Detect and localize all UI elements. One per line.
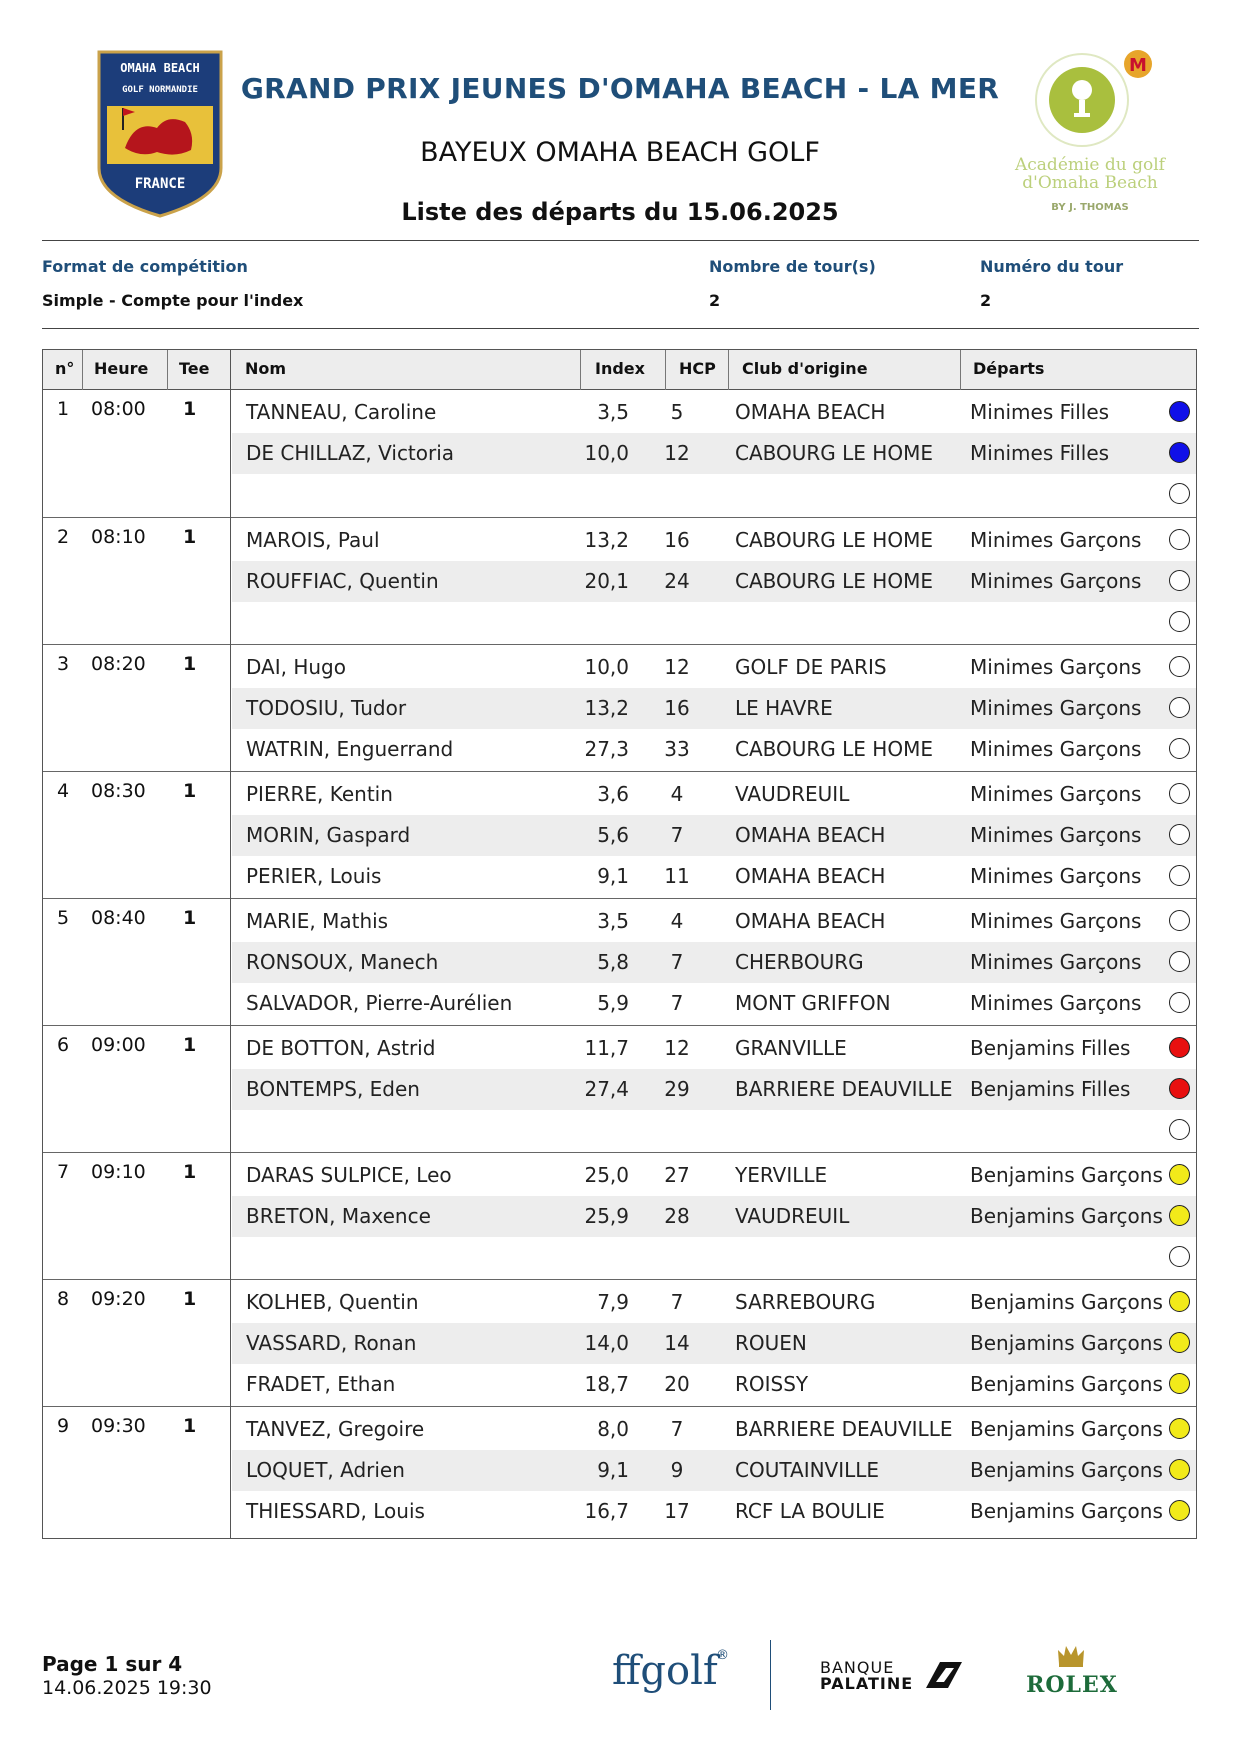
banque-palatine-logo: BANQUE PALATINE [820, 1658, 914, 1693]
player-name: FRADET, Ethan [246, 1372, 396, 1396]
category-color-marker [1169, 570, 1190, 591]
rolex-crown-icon [1056, 1644, 1086, 1668]
tee-time: 08:10 [91, 526, 146, 548]
player-index: 9,1 [597, 1458, 629, 1482]
player-name: PERIER, Louis [246, 864, 382, 888]
player-hcp: 12 [664, 655, 690, 679]
player-club: ROISSY [735, 1372, 809, 1396]
category-color-marker [1169, 1164, 1190, 1185]
player-index: 10,0 [584, 655, 629, 679]
header-name: Nom [245, 359, 287, 378]
player-category: Minimes Garçons [970, 737, 1142, 761]
round-number-label: Numéro du tour [980, 257, 1124, 276]
player-row [232, 774, 1196, 815]
player-index: 8,0 [597, 1417, 629, 1441]
player-index [549, 1110, 629, 1151]
category-color-marker [1169, 1078, 1190, 1099]
academie-logo-subtext: BY J. THOMAS [1051, 202, 1129, 213]
player-hcp: 9 [670, 1458, 684, 1482]
player-row [232, 1069, 1196, 1110]
player-index: 11,7 [584, 1036, 629, 1060]
player-category: Benjamins Garçons [970, 1458, 1163, 1482]
player-name: LOQUET, Adrien [246, 1458, 405, 1482]
player-club: CABOURG LE HOME [735, 441, 933, 465]
player-row [232, 815, 1196, 856]
player-row [232, 1364, 1196, 1405]
rounds-value: 2 [709, 291, 721, 310]
player-club: LE HAVRE [735, 696, 833, 720]
meta-divider [42, 328, 1199, 329]
table-header [43, 350, 1196, 390]
player-index: 13,2 [584, 696, 629, 720]
tee-group [43, 1152, 1196, 1279]
player-club: SARREBOURG [735, 1290, 876, 1314]
player-index: 27,3 [584, 737, 629, 761]
format-value: Simple - Compte pour l'index [42, 291, 304, 310]
start-list-table [42, 349, 1197, 1539]
player-club: BARRIERE DEAUVILLE [735, 1077, 953, 1101]
header-hcp: HCP [679, 359, 716, 378]
svg-text:OMAHA BEACH: OMAHA BEACH [120, 61, 200, 75]
player-club: OMAHA BEACH [735, 864, 886, 888]
player-row [232, 901, 1196, 942]
player-name: SALVADOR, Pierre-Aurélien [246, 991, 513, 1015]
club-name: BAYEUX OMAHA BEACH GOLF [420, 137, 820, 168]
player-index: 13,2 [584, 528, 629, 552]
player-hcp: 4 [670, 909, 684, 933]
player-hcp: 7 [670, 991, 684, 1015]
player-index: 3,5 [597, 909, 629, 933]
player-category: Benjamins Garçons [970, 1499, 1163, 1523]
player-club: GOLF DE PARIS [735, 655, 887, 679]
category-color-marker [1169, 1418, 1190, 1439]
tee-number: 1 [183, 1161, 197, 1183]
player-index: 3,5 [597, 400, 629, 424]
player-category: Minimes Garçons [970, 569, 1142, 593]
category-color-marker [1169, 1459, 1190, 1480]
player-club: VAUDREUIL [735, 1204, 850, 1228]
player-name: WATRIN, Enguerrand [246, 737, 454, 761]
player-hcp [647, 1237, 707, 1278]
category-color-marker [1169, 1291, 1190, 1312]
player-club: COUTAINVILLE [735, 1458, 880, 1482]
tee-number: 1 [183, 1288, 197, 1310]
group-number: 2 [57, 526, 70, 548]
palatine-mark-icon [922, 1660, 964, 1690]
player-hcp: 28 [664, 1204, 690, 1228]
player-category: Minimes Garçons [970, 528, 1142, 552]
tee-time: 09:10 [91, 1161, 146, 1183]
ffgolf-logo: ffgolf [612, 1648, 718, 1694]
player-name: MAROIS, Paul [246, 528, 380, 552]
player-index: 27,4 [584, 1077, 629, 1101]
tee-group [43, 644, 1196, 771]
player-club: VAUDREUIL [735, 782, 850, 806]
player-row [232, 1110, 1196, 1151]
player-row [232, 1196, 1196, 1237]
player-category: Benjamins Garçons [970, 1163, 1163, 1187]
tee-time: 08:40 [91, 907, 146, 929]
header-divider [42, 240, 1199, 241]
category-color-marker [1169, 1500, 1190, 1521]
player-club: ROUEN [735, 1331, 807, 1355]
player-hcp [647, 1110, 707, 1151]
player-row [232, 1282, 1196, 1323]
rolex-logo: ROLEX [1026, 1672, 1118, 1698]
player-row [232, 392, 1196, 433]
group-number: 9 [57, 1415, 70, 1437]
svg-text:GOLF NORMANDIE: GOLF NORMANDIE [122, 85, 198, 95]
player-hcp: 7 [670, 823, 684, 847]
player-row [232, 561, 1196, 602]
player-category: Minimes Garçons [970, 696, 1142, 720]
player-name: RONSOUX, Manech [246, 950, 439, 974]
player-category: Minimes Garçons [970, 991, 1142, 1015]
registered-mark-icon: ® [716, 1648, 729, 1663]
player-row [232, 433, 1196, 474]
category-color-marker [1169, 656, 1190, 677]
player-hcp: 7 [670, 1417, 684, 1441]
group-number: 5 [57, 907, 70, 929]
player-name: TANNEAU, Caroline [246, 400, 437, 424]
header-number: n° [55, 359, 75, 378]
player-category: Minimes Garçons [970, 864, 1142, 888]
player-category: Minimes Garçons [970, 655, 1142, 679]
tee-number: 1 [183, 780, 197, 802]
category-color-marker [1169, 697, 1190, 718]
player-club: OMAHA BEACH [735, 400, 886, 424]
player-index: 20,1 [584, 569, 629, 593]
player-category: Benjamins Garçons [970, 1331, 1163, 1355]
player-name: THIESSARD, Louis [246, 1499, 425, 1523]
player-club: CABOURG LE HOME [735, 737, 933, 761]
tee-number: 1 [183, 653, 197, 675]
footer-divider [770, 1640, 771, 1710]
player-hcp: 29 [664, 1077, 690, 1101]
tee-time: 08:00 [91, 398, 146, 420]
category-color-marker [1169, 1205, 1190, 1226]
category-color-marker [1169, 865, 1190, 886]
player-hcp: 16 [664, 528, 690, 552]
player-category: Minimes Garçons [970, 782, 1142, 806]
svg-text:FRANCE: FRANCE [134, 176, 186, 192]
player-club: BARRIERE DEAUVILLE [735, 1417, 953, 1441]
group-number: 4 [57, 780, 70, 802]
group-number: 3 [57, 653, 70, 675]
player-club: CABOURG LE HOME [735, 569, 933, 593]
group-number: 8 [57, 1288, 70, 1310]
category-color-marker [1169, 483, 1190, 504]
academie-logo-text: Académie du golf d'Omaha Beach [1015, 155, 1165, 193]
player-club: YERVILLE [735, 1163, 828, 1187]
tee-time: 09:20 [91, 1288, 146, 1310]
start-list-title: Liste des départs du 15.06.2025 [401, 198, 839, 226]
tee-number: 1 [183, 1415, 197, 1437]
category-color-marker [1169, 529, 1190, 550]
player-row [232, 520, 1196, 561]
player-category: Minimes Garçons [970, 950, 1142, 974]
player-hcp: 12 [664, 1036, 690, 1060]
player-name: ROUFFIAC, Quentin [246, 569, 439, 593]
player-club: RCF LA BOULIE [735, 1499, 885, 1523]
player-club: MONT GRIFFON [735, 991, 891, 1015]
category-color-marker [1169, 1373, 1190, 1394]
player-index: 5,6 [597, 823, 629, 847]
tee-time: 09:00 [91, 1034, 146, 1056]
player-index: 16,7 [584, 1499, 629, 1523]
player-name: TODOSIU, Tudor [246, 696, 407, 720]
format-label: Format de compétition [42, 257, 248, 276]
player-category: Benjamins Filles [970, 1077, 1131, 1101]
player-hcp [647, 474, 707, 515]
player-row [232, 1237, 1196, 1278]
tee-time: 08:30 [91, 780, 146, 802]
player-index: 5,9 [597, 991, 629, 1015]
tee-group [43, 898, 1196, 1025]
category-color-marker [1169, 951, 1190, 972]
player-name: VASSARD, Ronan [246, 1331, 417, 1355]
omaha-beach-golf-logo [95, 48, 225, 220]
player-index: 10,0 [584, 441, 629, 465]
player-club: CABOURG LE HOME [735, 528, 933, 552]
player-index: 25,9 [584, 1204, 629, 1228]
player-category: Benjamins Garçons [970, 1290, 1163, 1314]
player-hcp: 7 [670, 950, 684, 974]
player-row [232, 942, 1196, 983]
player-category: Minimes Filles [970, 441, 1110, 465]
player-row [232, 688, 1196, 729]
player-name: KOLHEB, Quentin [246, 1290, 419, 1314]
player-hcp: 14 [664, 1331, 690, 1355]
header-time: Heure [94, 359, 149, 378]
player-name: DARAS SULPICE, Leo [246, 1163, 452, 1187]
round-number-value: 2 [980, 291, 992, 310]
svg-text:M: M [1129, 55, 1147, 76]
group-number: 7 [57, 1161, 70, 1183]
player-name: DE BOTTON, Astrid [246, 1036, 436, 1060]
player-index [549, 1237, 629, 1278]
player-index: 5,8 [597, 950, 629, 974]
player-name: MARIE, Mathis [246, 909, 389, 933]
category-color-marker [1169, 1332, 1190, 1353]
player-row [232, 1323, 1196, 1364]
tee-time: 09:30 [91, 1415, 146, 1437]
header-club: Club d'origine [742, 359, 868, 378]
player-name: BRETON, Maxence [246, 1204, 431, 1228]
category-color-marker [1169, 824, 1190, 845]
player-name: PIERRE, Kentin [246, 782, 393, 806]
player-name: DAI, Hugo [246, 655, 346, 679]
player-hcp: 4 [670, 782, 684, 806]
tee-group [43, 517, 1196, 644]
player-index [549, 602, 629, 643]
player-club: GRANVILLE [735, 1036, 847, 1060]
player-category: Minimes Filles [970, 400, 1110, 424]
category-color-marker [1169, 738, 1190, 759]
player-category: Minimes Garçons [970, 823, 1142, 847]
player-hcp: 24 [664, 569, 690, 593]
player-row [232, 1491, 1196, 1532]
page-number: Page 1 sur 4 [42, 1652, 183, 1676]
player-index: 18,7 [584, 1372, 629, 1396]
player-row [232, 647, 1196, 688]
category-color-marker [1169, 442, 1190, 463]
group-number: 6 [57, 1034, 70, 1056]
tee-group [43, 1406, 1196, 1533]
event-title: GRAND PRIX JEUNES D'OMAHA BEACH - LA MER [240, 72, 1000, 105]
player-category: Benjamins Filles [970, 1036, 1131, 1060]
category-color-marker [1169, 1119, 1190, 1140]
player-name: TANVEZ, Gregoire [246, 1417, 425, 1441]
category-color-marker [1169, 910, 1190, 931]
player-hcp: 12 [664, 441, 690, 465]
player-hcp: 5 [670, 400, 684, 424]
player-index: 9,1 [597, 864, 629, 888]
group-number: 1 [57, 398, 70, 420]
tee-group [43, 390, 1196, 517]
player-row [232, 983, 1196, 1024]
player-hcp: 20 [664, 1372, 690, 1396]
category-color-marker [1169, 992, 1190, 1013]
category-color-marker [1169, 783, 1190, 804]
tee-number: 1 [183, 1034, 197, 1056]
player-hcp: 33 [664, 737, 690, 761]
tee-group [43, 1279, 1196, 1406]
header-index: Index [595, 359, 645, 378]
player-hcp: 16 [664, 696, 690, 720]
tee-group [43, 1025, 1196, 1152]
player-category: Benjamins Garçons [970, 1204, 1163, 1228]
column-divider [230, 350, 231, 1538]
category-color-marker [1169, 401, 1190, 422]
player-row [232, 1028, 1196, 1069]
player-index: 14,0 [584, 1331, 629, 1355]
player-club: OMAHA BEACH [735, 909, 886, 933]
player-index [549, 474, 629, 515]
player-name: DE CHILLAZ, Victoria [246, 441, 455, 465]
tee-number: 1 [183, 398, 197, 420]
rounds-label: Nombre de tour(s) [709, 257, 876, 276]
header-departures: Départs [973, 359, 1045, 378]
player-row [232, 602, 1196, 643]
category-color-marker [1169, 611, 1190, 632]
player-name: MORIN, Gaspard [246, 823, 411, 847]
header-tee: Tee [179, 359, 210, 378]
player-hcp: 11 [664, 864, 690, 888]
player-row [232, 1155, 1196, 1196]
player-index: 25,0 [584, 1163, 629, 1187]
tee-time: 08:20 [91, 653, 146, 675]
player-row [232, 729, 1196, 770]
player-index: 7,9 [597, 1290, 629, 1314]
player-category: Benjamins Garçons [970, 1417, 1163, 1441]
player-hcp: 7 [670, 1290, 684, 1314]
player-category: Benjamins Garçons [970, 1372, 1163, 1396]
player-row [232, 856, 1196, 897]
player-club: CHERBOURG [735, 950, 864, 974]
category-color-marker [1169, 1246, 1190, 1267]
category-color-marker [1169, 1037, 1190, 1058]
player-hcp [647, 602, 707, 643]
player-club: OMAHA BEACH [735, 823, 886, 847]
player-row [232, 1450, 1196, 1491]
player-row [232, 1409, 1196, 1450]
tee-number: 1 [183, 526, 197, 548]
player-hcp: 17 [664, 1499, 690, 1523]
tee-group [43, 771, 1196, 898]
player-row [232, 474, 1196, 515]
player-index: 3,6 [597, 782, 629, 806]
player-category: Minimes Garçons [970, 909, 1142, 933]
tee-number: 1 [183, 907, 197, 929]
player-name: BONTEMPS, Eden [246, 1077, 420, 1101]
player-hcp: 27 [664, 1163, 690, 1187]
print-timestamp: 14.06.2025 19:30 [42, 1677, 212, 1699]
